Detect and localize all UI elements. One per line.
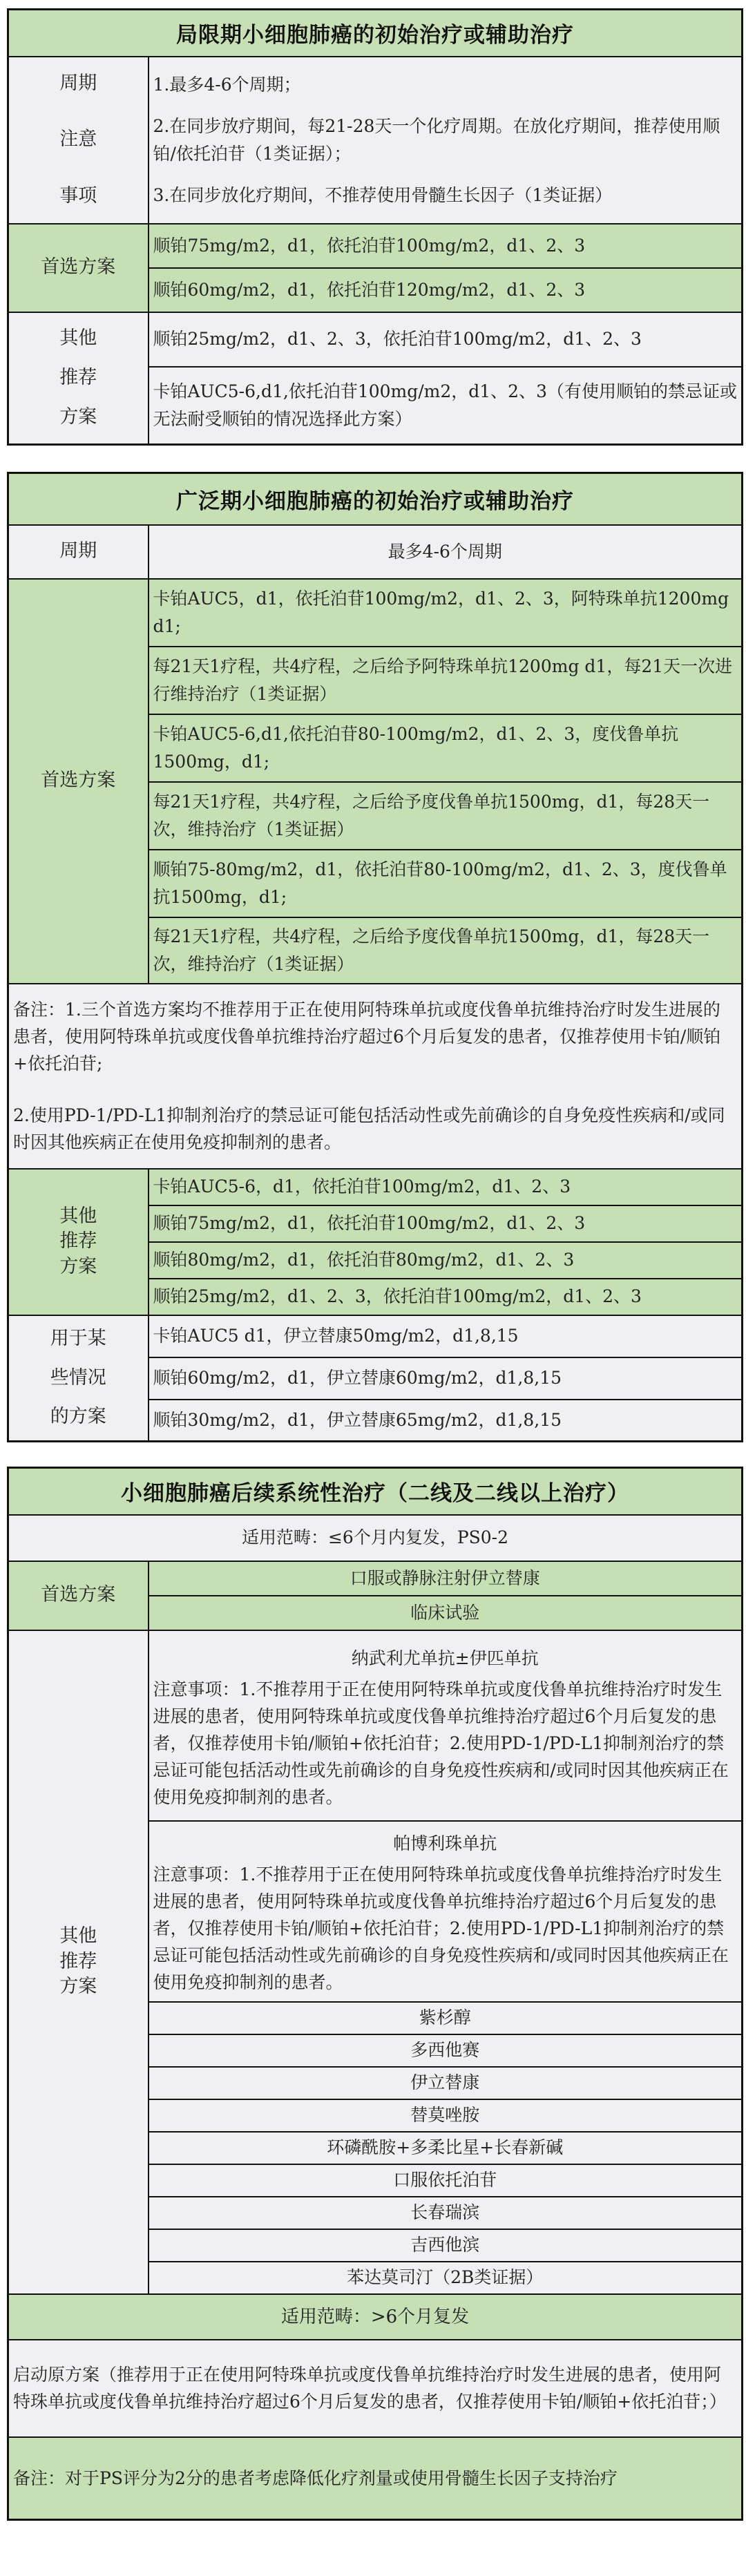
notes-label-line: 周期 <box>59 72 97 94</box>
preferred-regimen: 每21天1疗程，共4疗程，之后给予度伐鲁单抗1500mg，d1，每28天一次，维持治疗（1类证据） <box>149 917 743 984</box>
preferred-label: 首选方案 <box>8 1561 149 1630</box>
other-block-pembrolizumab <box>149 1821 743 2002</box>
preferred-regimen: 顺铂60mg/m2，d1，依托泊苷120mg/m2，d1、2、3 <box>149 268 743 312</box>
preferred-regimen: 顺铂75-80mg/m2，d1，依托泊苷80-100mg/m2，d1、2、3，度伐鲁单抗1500mg，d1; <box>149 850 743 917</box>
situational-regimen: 卡铂AUC5 d1，伊立替康50mg/m2，d1,8,15 <box>149 1315 743 1357</box>
table-title: 局限期小细胞肺癌的初始治疗或辅助治疗 <box>8 10 743 57</box>
table-title: 小细胞肺癌后续系统性治疗（二线及二线以上治疗） <box>8 1468 743 1515</box>
limited-stage-table <box>7 8 743 446</box>
restart-regimen-note: 启动原方案（推荐用于正在使用阿特珠单抗或度伐鲁单抗维持治疗时发生进展的患者，使用阿特珠单抗或度伐鲁单抗维持治疗超过6个月后复发的患者，仅推荐使用卡铂/顺铂+依托泊苷；） <box>8 2340 743 2437</box>
drug-note: 注意事项：1.不推荐用于正在使用阿特珠单抗或度伐鲁单抗维持治疗时发生进展的患者，使用阿特珠单抗或度伐鲁单抗维持治疗超过6个月后复发的患者，仅推荐使用卡铂/顺铂+依托泊苷；2.使用PD-1/PD-L1抑制剂治疗的禁忌证可能包括活动性或先前确诊的自身免疫性疾病和/或同时因其他疾病正在使用免疫抑制剂的患者。 <box>153 1864 729 1992</box>
note-item: 3.在同步放化疗期间，不推荐使用骨髓生长因子（1类证据） <box>153 184 613 205</box>
note-item: 1.最多4-6个周期； <box>153 74 301 95</box>
other-block-nivolumab <box>149 1630 743 1821</box>
note-item: 2.在同步放疗期间，每21-28天一个化疗周期。在放化疗期间，推荐使用顺铂/依托泊苷（1类证据）； <box>153 115 720 164</box>
other-drug: 吉西他滨 <box>149 2229 743 2262</box>
situational-regimen: 顺铂60mg/m2，d1，伊立替康60mg/m2，d1,8,15 <box>149 1357 743 1400</box>
subsequent-therapy-table <box>7 1467 743 2521</box>
scope-within-6-months: 适用范畴：≤6个月内复发，PS0-2 <box>8 1515 743 1561</box>
period-label: 周期 <box>8 525 149 579</box>
other-drug: 伊立替康 <box>149 2067 743 2099</box>
table-title: 广泛期小细胞肺癌的初始治疗或辅助治疗 <box>8 473 743 525</box>
scope-over-6-months: 适用范畴：>6个月复发 <box>8 2294 743 2340</box>
preferred-label: 首选方案 <box>8 224 149 312</box>
other-drug: 长春瑞滨 <box>149 2197 743 2229</box>
other-regimen: 顺铂75mg/m2，d1，依托泊苷100mg/m2，d1、2、3 <box>149 1205 743 1242</box>
other-label-line: 推荐 <box>59 367 97 389</box>
other-regimen: 顺铂25mg/m2，d1、2、3，依托泊苷100mg/m2，d1、2、3 <box>149 312 743 367</box>
other-regimen: 卡铂AUC5-6,d1,依托泊苷100mg/m2，d1、2、3（有使用顺铂的禁忌证或无法耐受顺铂的情况选择此方案） <box>149 367 743 445</box>
other-drug: 多西他赛 <box>149 2034 743 2067</box>
drug-name: 纳武利尤单抗±伊匹单抗 <box>351 1648 539 1668</box>
drug-name: 帕博利珠单抗 <box>393 1833 497 1853</box>
other-drug: 替莫唑胺 <box>149 2099 743 2132</box>
notes-label-line: 事项 <box>59 185 97 207</box>
preferred-regimen: 卡铂AUC5-6,d1,依托泊苷80-100mg/m2，d1、2、3，度伐鲁单抗1500mg，d1; <box>149 714 743 782</box>
remark-cell: 备注：对于PS评分为2分的患者考虑降低化疗剂量或使用骨髓生长因子支持治疗 <box>8 2437 743 2520</box>
other-label-line: 其他 <box>59 1925 97 1947</box>
preferred-regimen: 每21天1疗程，共4疗程，之后给予度伐鲁单抗1500mg，d1，每28天一次，维持治疗（1类证据） <box>149 782 743 850</box>
other-drug: 苯达莫司汀（2B类证据） <box>149 2262 743 2294</box>
other-label <box>8 1169 149 1315</box>
preferred-regimen: 每21天1疗程，共4疗程，之后给予阿特珠单抗1200mg d1，每21天一次进行维持治疗（1类证据） <box>149 647 743 714</box>
other-regimen: 卡铂AUC5-6，d1，依托泊苷100mg/m2，d1、2、3 <box>149 1169 743 1205</box>
other-label-line: 方案 <box>59 1255 97 1277</box>
situational-label-line: 的方案 <box>50 1406 106 1428</box>
period-value: 最多4-6个周期 <box>149 525 743 579</box>
situational-label-line: 用于某 <box>50 1327 106 1349</box>
situational-regimen: 顺铂30mg/m2，d1，伊立替康65mg/m2，d1,8,15 <box>149 1400 743 1442</box>
other-drug: 口服依托泊苷 <box>149 2164 743 2197</box>
other-regimen: 顺铂80mg/m2，d1，依托泊苷80mg/m2，d1、2、3 <box>149 1242 743 1279</box>
other-drug: 紫杉醇 <box>149 2002 743 2034</box>
preferred-regimen: 顺铂75mg/m2，d1，依托泊苷100mg/m2，d1、2、3 <box>149 224 743 268</box>
remark-item: 备注：1.三个首选方案均不推荐用于正在使用阿特珠单抗或度伐鲁单抗维持治疗时发生进展的患者，使用阿特珠单抗或度伐鲁单抗维持治疗超过6个月后复发的患者，仅推荐使用卡铂/顺铂+依托泊苷; <box>13 1000 721 1074</box>
notes-label <box>8 57 149 224</box>
remark-item: 2.使用PD-1/PD-L1抑制剂治疗的禁忌证可能包括活动性或先前确诊的自身免疫性疾病和/或同时因其他疾病正在使用免疫抑制剂的患者。 <box>13 1105 725 1152</box>
other-label <box>8 312 149 445</box>
extensive-stage-table <box>7 472 743 1442</box>
other-label <box>8 1630 149 2294</box>
other-label-line: 方案 <box>59 1976 97 1998</box>
preferred-regimen: 临床试验 <box>149 1596 743 1630</box>
other-drug: 环磷酰胺+多柔比星+长春新碱 <box>149 2132 743 2164</box>
preferred-regimen: 卡铂AUC5，d1，依托泊苷100mg/m2，d1、2、3，阿特珠单抗1200mg d1; <box>149 579 743 647</box>
remark-cell <box>8 984 743 1169</box>
situational-label-line: 些情况 <box>50 1366 106 1389</box>
other-label-line: 推荐 <box>59 1230 97 1252</box>
preferred-regimen: 口服或静脉注射伊立替康 <box>149 1561 743 1596</box>
notes-label-line: 注意 <box>59 128 97 151</box>
other-label-line: 其他 <box>59 1205 97 1227</box>
preferred-label: 首选方案 <box>8 579 149 984</box>
other-label-line: 推荐 <box>59 1950 97 1972</box>
notes-cell <box>149 57 743 224</box>
other-label-line: 方案 <box>59 406 97 428</box>
situational-label <box>8 1315 149 1442</box>
drug-note: 注意事项：1.不推荐用于正在使用阿特珠单抗或度伐鲁单抗维持治疗时发生进展的患者，使用阿特珠单抗或度伐鲁单抗维持治疗超过6个月后复发的患者，仅推荐使用卡铂/顺铂+依托泊苷；2.使用PD-1/PD-L1抑制剂治疗的禁忌证可能包括活动性或先前确诊的自身免疫性疾病和/或同时因其他疾病正在使用免疫抑制剂的患者。 <box>153 1679 729 1807</box>
other-label-line: 其他 <box>59 327 97 350</box>
other-regimen: 顺铂25mg/m2，d1、2、3，依托泊苷100mg/m2，d1、2、3 <box>149 1279 743 1315</box>
